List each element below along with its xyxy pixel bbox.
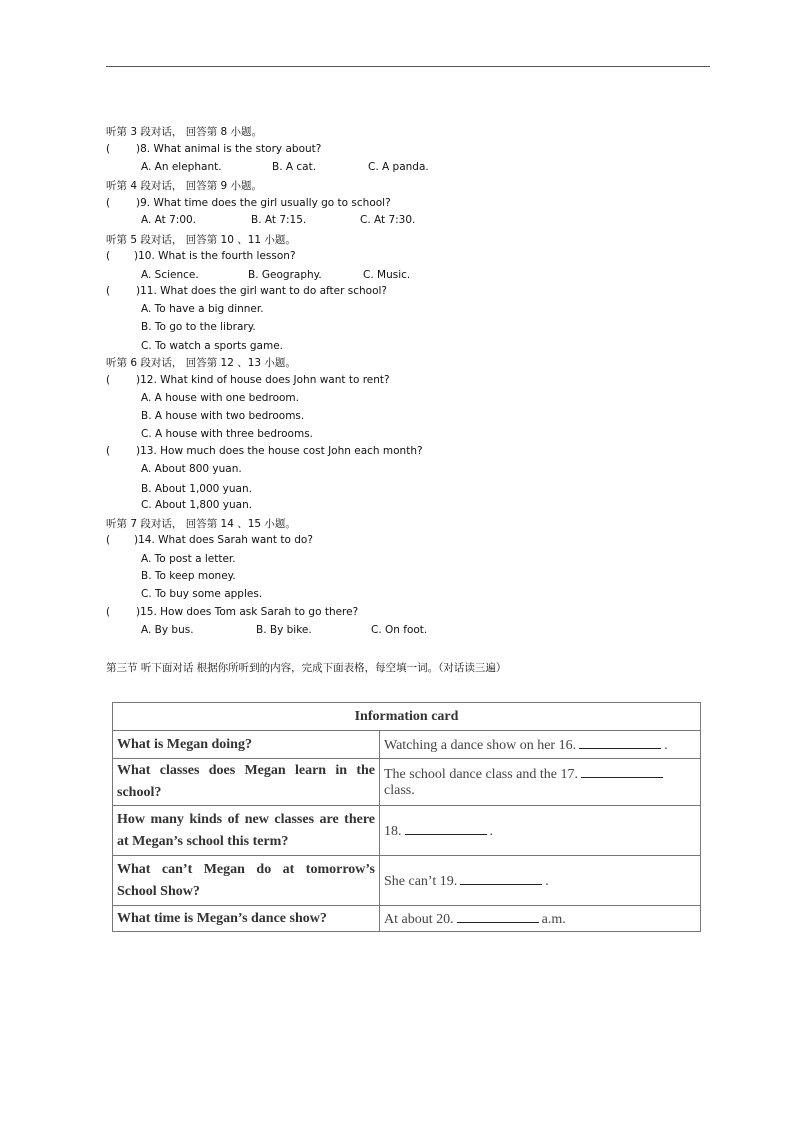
section-heading: 听第 4 段对话， 回答第 9 小题。 (106, 180, 263, 192)
card-answer: She can’t 19. . (380, 856, 701, 906)
answer-blank-19[interactable] (460, 872, 542, 885)
answer-paren: ( (106, 250, 111, 262)
option-b: B. About 1,000 yuan. (141, 483, 252, 495)
card-answer: The school dance class and the 17.class. (380, 759, 701, 806)
option-a: A. At 7:00. (141, 214, 197, 226)
answer-paren: ( (106, 285, 111, 297)
question-13: )13. How much does the house cost John each month? (136, 445, 423, 457)
option-c: C. At 7:30. (360, 214, 416, 226)
header-rule (106, 66, 710, 67)
option-b: B. To go to the library. (141, 321, 256, 333)
information-card-table (112, 702, 701, 932)
answer-blank-16[interactable] (579, 736, 661, 749)
card-question: What classes does Megan learn in the school? (113, 759, 380, 806)
question-11: )11. What does the girl want to do after school? (136, 285, 387, 297)
answer-paren: ( (106, 143, 111, 155)
answer-paren: ( (106, 534, 111, 546)
question-8: )8. What animal is the story about? (136, 143, 322, 155)
section3-instruction: 第三节 听下面对话 根据你所听到的内容，完成下面表格，每空填一词。（对话读三遍） (106, 662, 507, 674)
answer-paren: ( (106, 197, 111, 209)
option-b: B. By bike. (256, 624, 312, 636)
section-heading: 听第 3 段对话， 回答第 8 小题。 (106, 126, 263, 138)
card-question: How many kinds of new classes are there at Megan’s school this term? (113, 806, 380, 856)
option-a: A. Science. (141, 269, 199, 281)
card-question: What is Megan doing? (113, 731, 380, 759)
answer-blank-17[interactable] (581, 765, 663, 778)
card-title: Information card (113, 703, 701, 731)
question-14: )14. What does Sarah want to do? (134, 534, 313, 546)
answer-paren: ( (106, 606, 111, 618)
question-10: )10. What is the fourth lesson? (134, 250, 296, 262)
option-c: C. A house with three bedrooms. (141, 428, 314, 440)
option-c: C. Music. (363, 269, 411, 281)
option-b: B. At 7:15. (251, 214, 307, 226)
question-15: )15. How does Tom ask Sarah to go there? (136, 606, 359, 618)
option-c: C. To buy some apples. (141, 588, 263, 600)
option-c: C. On foot. (371, 624, 428, 636)
card-question: What time is Megan’s dance show? (113, 906, 380, 932)
section-heading: 听第 7 段对话， 回答第 14 、15 小题。 (106, 518, 296, 530)
option-c: C. About 1,800 yuan. (141, 499, 253, 511)
option-b: B. A house with two bedrooms. (141, 410, 305, 422)
answer-blank-18[interactable] (405, 822, 487, 835)
option-b: B. Geography. (248, 269, 322, 281)
option-a: A. To have a big dinner. (141, 303, 264, 315)
option-b: B. A cat. (272, 161, 317, 173)
option-a: A. To post a letter. (141, 553, 236, 565)
answer-paren: ( (106, 374, 111, 386)
answer-blank-20[interactable] (457, 910, 539, 923)
option-c: C. A panda. (368, 161, 429, 173)
option-a: A. By bus. (141, 624, 194, 636)
option-a: A. A house with one bedroom. (141, 392, 299, 404)
option-a: A. An elephant. (141, 161, 222, 173)
option-c: C. To watch a sports game. (141, 340, 284, 352)
card-answer: At about 20. a.m. (380, 906, 701, 932)
card-answer: Watching a dance show on her 16. . (380, 731, 701, 759)
answer-paren: ( (106, 445, 111, 457)
option-a: A. About 800 yuan. (141, 463, 242, 475)
section-heading: 听第 5 段对话， 回答第 10 、11 小题。 (106, 234, 296, 246)
question-9: )9. What time does the girl usually go to school? (136, 197, 391, 209)
question-12: )12. What kind of house does John want to rent? (136, 374, 390, 386)
option-b: B. To keep money. (141, 570, 236, 582)
card-question: What can’t Megan do at tomorrow’s School Show? (113, 856, 380, 906)
section-heading: 听第 6 段对话， 回答第 12 、13 小题。 (106, 357, 296, 369)
card-answer: 18. . (380, 806, 701, 856)
